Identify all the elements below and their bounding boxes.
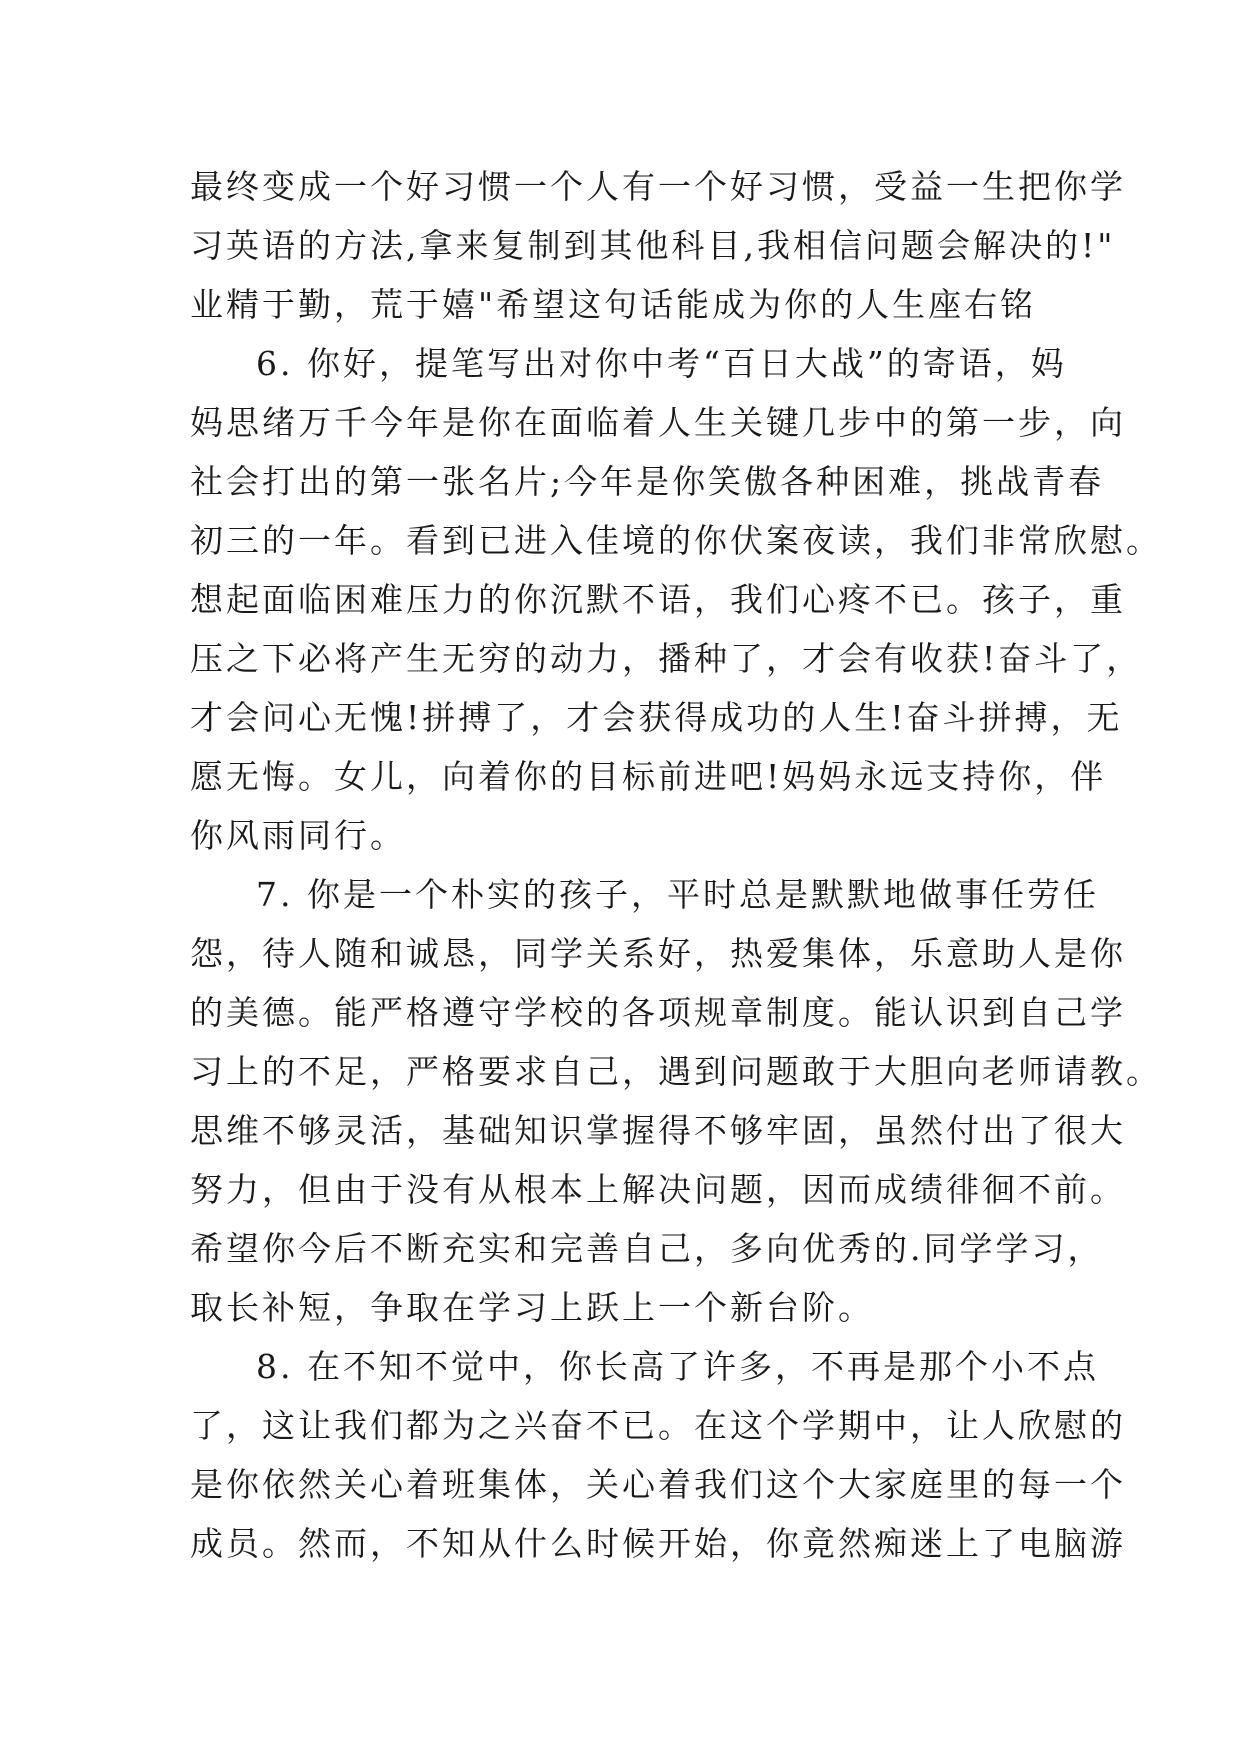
text-line: 习英语的方法,拿来复制到其他科目,我相信问题会解决的!" bbox=[190, 226, 1116, 265]
text-line: 取长补短，争取在学习上跃上一个新台阶。 bbox=[190, 1288, 874, 1327]
text-line: 是你依然关心着班集体，关心着我们这个大家庭里的每一个 bbox=[190, 1465, 1126, 1504]
text-line: 成员。然而，不知从什么时候开始，你竟然痴迷上了电脑游 bbox=[190, 1524, 1126, 1563]
text-line: 努力，但由于没有从根本上解决问题，因而成绩徘徊不前。 bbox=[190, 1170, 1126, 1209]
text-line: 的美德。能严格遵守学校的各项规章制度。能认识到自己学 bbox=[190, 993, 1126, 1032]
text-line: 压之下必将产生无穷的动力，播种了，才会有收获!奋斗了， bbox=[190, 639, 1143, 678]
paragraph-8-start: 8. 在不知不觉中，你长高了许多，不再是那个小不点 bbox=[256, 1347, 1099, 1386]
text-line: 思维不够灵活，基础知识掌握得不够牢固，虽然付出了很大 bbox=[190, 1111, 1126, 1150]
text-line: 才会问心无愧!拼搏了，才会获得成功的人生!奋斗拼搏，无 bbox=[190, 698, 1123, 737]
body-text bbox=[190, 157, 1162, 1573]
text-line: 愿无悔。女儿，向着你的目标前进吧!妈妈永远支持你，伴 bbox=[190, 757, 1107, 796]
text-line: 想起面临困难压力的你沉默不语，我们心疼不已。孩子，重 bbox=[190, 580, 1126, 619]
paragraph-7-start: 7. 你是一个朴实的孩子，平时总是默默地做事任劳任 bbox=[256, 875, 1099, 914]
text-line: 你风雨同行。 bbox=[190, 816, 406, 855]
text-line: 最终变成一个好习惯一个人有一个好习惯，受益一生把你学 bbox=[190, 167, 1126, 206]
text-line: 业精于勤，荒于嬉"希望这句话能成为你的人生座右铭 bbox=[190, 285, 1037, 324]
text-line: 妈思绪万千今年是你在面临着人生关键几步中的第一步，向 bbox=[190, 403, 1126, 442]
text-line: 了，这让我们都为之兴奋不已。在这个学期中，让人欣慰的 bbox=[190, 1406, 1126, 1445]
text-line: 社会打出的第一张名片;今年是你笑傲各种困难，挑战青春 bbox=[190, 462, 1105, 501]
paragraph-6-start: 6. 你好，提笔写出对你中考“百日大战”的寄语，妈 bbox=[256, 344, 1067, 383]
text-line: 怨，待人随和诚恳，同学关系好，热爱集体，乐意助人是你 bbox=[190, 934, 1126, 973]
text-line: 希望你今后不断充实和完善自己，多向优秀的.同学学习， bbox=[190, 1229, 1104, 1268]
text-line: 初三的一年。看到已进入佳境的你伏案夜读，我们非常欣慰。 bbox=[190, 521, 1162, 560]
text-line: 习上的不足，严格要求自己，遇到问题敢于大胆向老师请教。 bbox=[190, 1052, 1162, 1091]
